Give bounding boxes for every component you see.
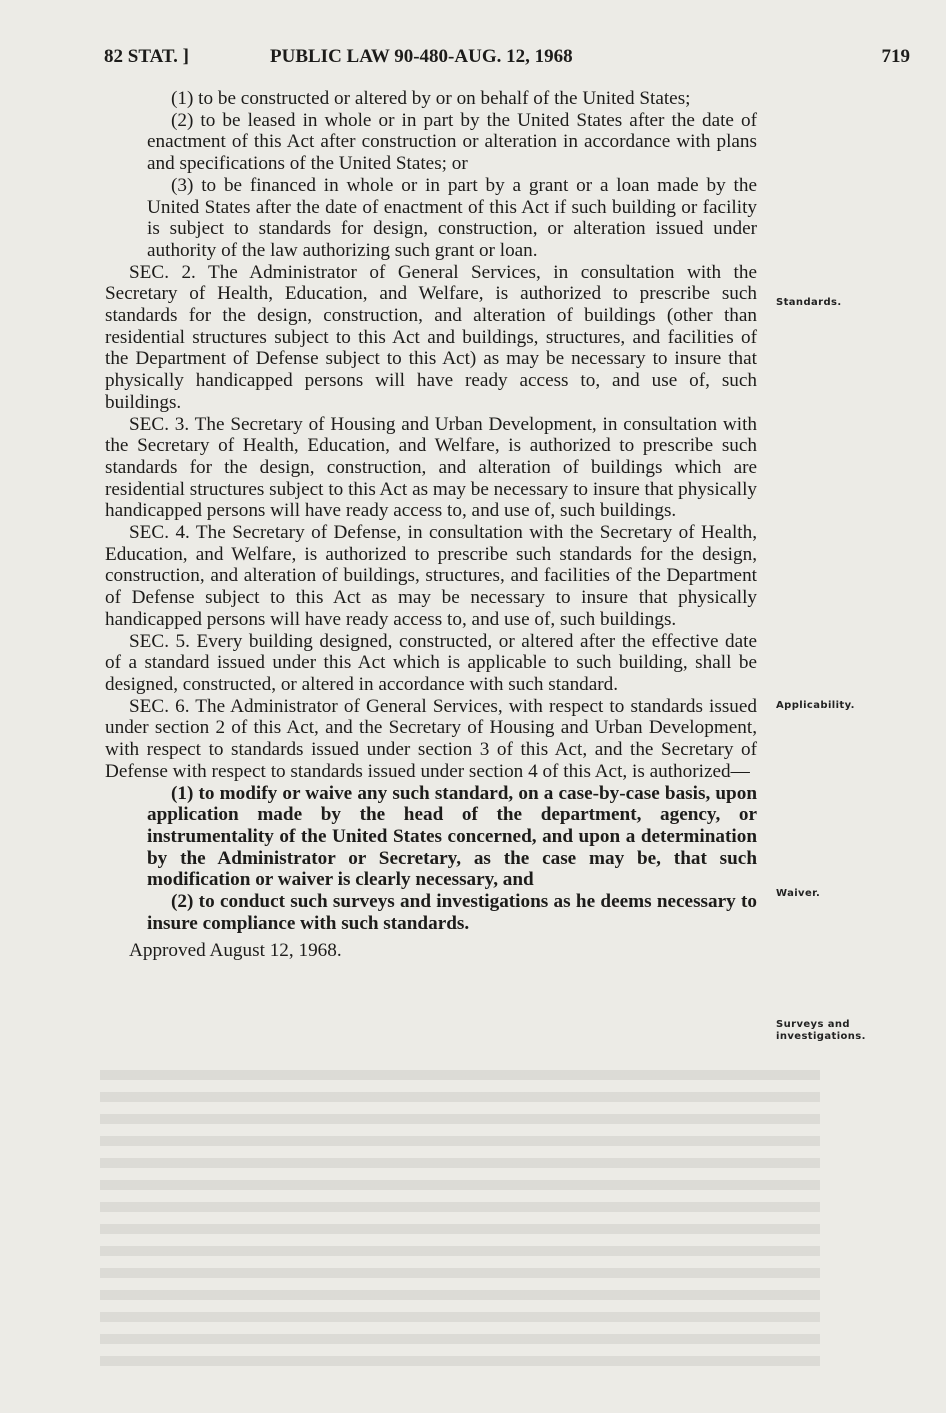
section-6-clause-2: (2) to conduct such surveys and investigations as he deems necessary to insure compliance with such standards. — [147, 891, 757, 934]
section-3: SEC. 3. The Secretary of Housing and Urban Development, in consultation with the Secretary of Health, Education, and Welfare, is authorized to prescribe such standards for the design, construction, and alteration of buildings which are residential structures subject to this Act as may be necessary to insure that physically handicapped persons will have ready access to, and use of, such buildings. — [105, 413, 757, 522]
show-through-texture — [100, 1070, 820, 1370]
section-4: SEC. 4. The Secretary of Defense, in consultation with the Secretary of Health, Education, and Welfare, is authorized to prescribe such standards for the design, construction, and alteration of buildings, structures, and facilities of the Department of Defense subject to this Act as may be necessary to insure that physically handicapped persons will have ready access to, and use of, such buildings. — [105, 522, 757, 630]
section-2: SEC. 2. The Administrator of General Services, in consultation with the Secretary of Health, Education, and Welfare, is authorized to prescribe such standards for the design, construction, and alteration of buildings (other than residential structures subject to this Act and buildings, structures, and facilities of the Department of Defense subject to this Act) as may be necessary to insure that physically handicapped persons will have ready access to, and use of, such buildings. — [105, 261, 757, 413]
margin-note-applicability: Applicability. — [776, 700, 855, 711]
section-6: SEC. 6. The Administrator of General Services, with respect to standards issued under section 2 of this Act, and the Secretary of Housing and Urban Development, with respect to standards issued under section 3 of this Act, and the Secretary of Defense with respect to standards issued under section 4 of this Act, is authorized— — [105, 695, 757, 782]
margin-note-surveys: Surveys and investigations. — [776, 1019, 866, 1042]
approval-date: Approved August 12, 1968. — [129, 940, 342, 962]
margin-note-waiver: Waiver. — [776, 888, 821, 899]
clause-1: (1) to be constructed or altered by or on behalf of the United States; — [171, 88, 691, 109]
body-text — [105, 88, 757, 962]
clause-3: (3) to be financed in whole or in part by a grant or a loan made by the United States after the date of enactment of this Act if such building or facility is subject to standards for design, construction, or alteration issued under authority of the law authorizing such grant or loan. — [147, 174, 757, 261]
page-number: 719 — [881, 46, 910, 67]
clause-2: (2) to be leased in whole or in part by the United States after the date of enactment of this Act after construction or alteration in accordance with plans and specifications of the United States; or — [147, 109, 757, 175]
page-header — [104, 46, 910, 72]
margin-note-standards: Standards. — [776, 297, 842, 308]
section-6-clause-1: (1) to modify or waive any such standard, on a case-by-case basis, upon application made by the head of the department, agency, or instrumentality of the United States concerned, and upon a determination by the Administrator or Secretary, as the case may be, that such modification or waiver is clearly necessary, and — [147, 782, 757, 891]
statute-volume: 82 STAT. ] — [104, 46, 189, 67]
law-title: PUBLIC LAW 90-480-AUG. 12, 1968 — [270, 46, 573, 67]
section-5: SEC. 5. Every building designed, constructed, or altered after the effective date of a standard issued under this Act which is applicable to such building, shall be designed, constructed, or altered in accordance with such standard. — [105, 630, 757, 695]
